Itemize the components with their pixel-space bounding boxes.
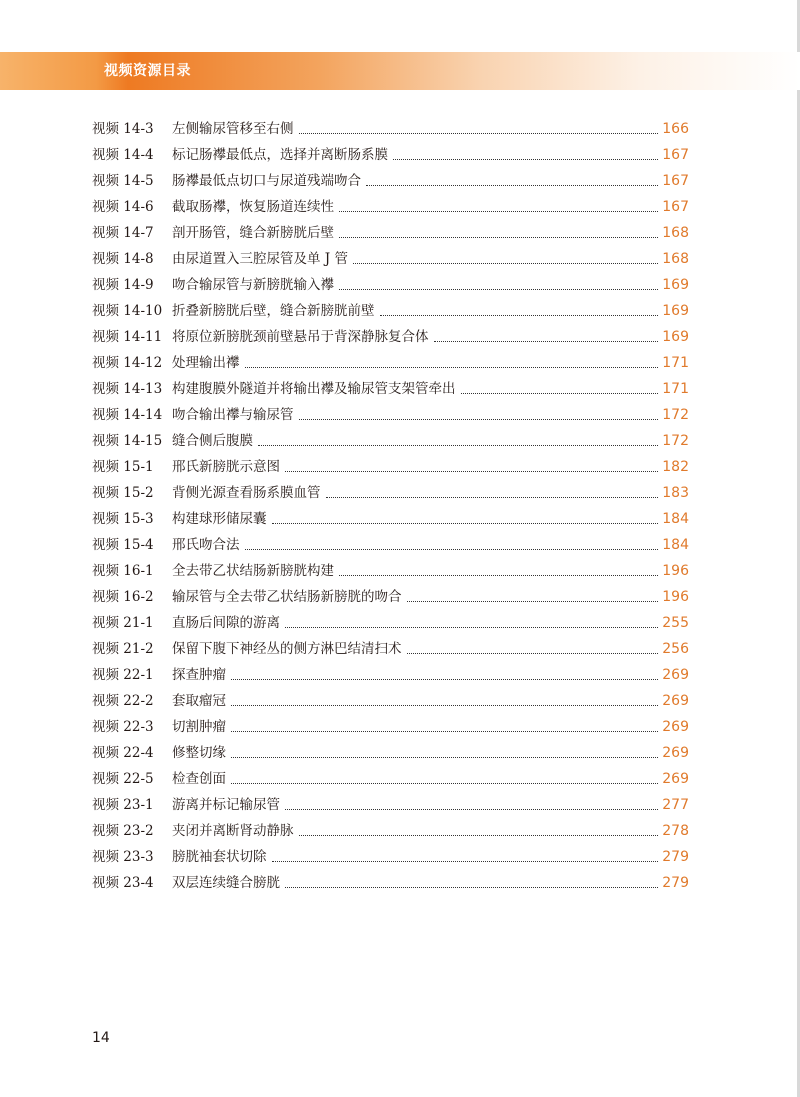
toc-row[interactable] bbox=[92, 841, 689, 867]
video-code: 视频 22-5 bbox=[92, 771, 154, 787]
toc-row[interactable] bbox=[92, 243, 689, 269]
toc-row[interactable] bbox=[92, 815, 689, 841]
video-code: 视频 21-2 bbox=[92, 641, 154, 657]
video-code: 视频 14-13 bbox=[92, 381, 163, 397]
video-code: 视频 15-1 bbox=[92, 459, 154, 475]
toc-row[interactable] bbox=[92, 321, 689, 347]
toc-row[interactable] bbox=[92, 139, 689, 165]
video-code: 视频 23-1 bbox=[92, 797, 154, 813]
page-reference: 182 bbox=[662, 459, 689, 475]
dot-leader bbox=[231, 783, 658, 784]
video-code: 视频 14-5 bbox=[92, 173, 154, 189]
video-code: 视频 15-4 bbox=[92, 537, 154, 553]
dot-leader bbox=[272, 861, 659, 862]
toc-row[interactable] bbox=[92, 711, 689, 737]
page-reference: 183 bbox=[662, 485, 689, 501]
dot-leader bbox=[272, 523, 659, 524]
toc-row[interactable] bbox=[92, 477, 689, 503]
video-title: 缝合侧后腹膜 bbox=[172, 433, 253, 449]
video-title: 夹闭并离断肾动静脉 bbox=[172, 823, 294, 839]
video-title: 邢氏新膀胱示意图 bbox=[172, 459, 280, 475]
dot-leader bbox=[245, 549, 659, 550]
video-code: 视频 22-3 bbox=[92, 719, 154, 735]
page-reference: 279 bbox=[662, 849, 689, 865]
toc-row[interactable] bbox=[92, 685, 689, 711]
page-reference: 168 bbox=[662, 225, 689, 241]
toc-row[interactable] bbox=[92, 529, 689, 555]
video-title: 构建球形储尿囊 bbox=[172, 511, 267, 527]
dot-leader bbox=[231, 705, 658, 706]
dot-leader bbox=[285, 887, 658, 888]
video-title: 剖开肠管，缝合新膀胱后壁 bbox=[172, 225, 334, 241]
video-code: 视频 16-1 bbox=[92, 563, 154, 579]
page-reference: 255 bbox=[662, 615, 689, 631]
page-reference: 277 bbox=[662, 797, 689, 813]
page-reference: 269 bbox=[662, 745, 689, 761]
video-code: 视频 14-4 bbox=[92, 147, 154, 163]
toc-row[interactable] bbox=[92, 581, 689, 607]
page-reference: 171 bbox=[662, 381, 689, 397]
video-title: 双层连续缝合膀胱 bbox=[172, 875, 280, 891]
page-reference: 171 bbox=[662, 355, 689, 371]
video-title: 套取瘤冠 bbox=[172, 693, 226, 709]
toc-row[interactable] bbox=[92, 295, 689, 321]
dot-leader bbox=[461, 393, 659, 394]
video-title: 全去带乙状结肠新膀胱构建 bbox=[172, 563, 334, 579]
toc-row[interactable] bbox=[92, 737, 689, 763]
video-title: 邢氏吻合法 bbox=[172, 537, 240, 553]
toc-row[interactable] bbox=[92, 113, 689, 139]
video-code: 视频 16-2 bbox=[92, 589, 154, 605]
page-reference: 269 bbox=[662, 771, 689, 787]
video-code: 视频 22-2 bbox=[92, 693, 154, 709]
page-reference: 167 bbox=[662, 199, 689, 215]
toc-row[interactable] bbox=[92, 165, 689, 191]
page-reference: 169 bbox=[662, 303, 689, 319]
dot-leader bbox=[299, 419, 659, 420]
video-title: 保留下腹下神经丛的侧方淋巴结清扫术 bbox=[172, 641, 402, 657]
video-code: 视频 14-14 bbox=[92, 407, 163, 423]
toc-row[interactable] bbox=[92, 789, 689, 815]
video-code: 视频 21-1 bbox=[92, 615, 154, 631]
toc-row[interactable] bbox=[92, 607, 689, 633]
page-number: 14 bbox=[92, 1030, 110, 1046]
video-code: 视频 14-9 bbox=[92, 277, 154, 293]
dot-leader bbox=[231, 757, 658, 758]
video-code: 视频 23-3 bbox=[92, 849, 154, 865]
page-reference: 167 bbox=[662, 173, 689, 189]
toc-row[interactable] bbox=[92, 763, 689, 789]
video-title: 截取肠襻，恢复肠道连续性 bbox=[172, 199, 334, 215]
video-title: 游离并标记输尿管 bbox=[172, 797, 280, 813]
toc-row[interactable] bbox=[92, 633, 689, 659]
video-code: 视频 14-11 bbox=[92, 329, 163, 345]
toc-row[interactable] bbox=[92, 451, 689, 477]
dot-leader bbox=[285, 471, 658, 472]
toc-list bbox=[92, 113, 689, 893]
dot-leader bbox=[299, 133, 659, 134]
page-reference: 256 bbox=[662, 641, 689, 657]
dot-leader bbox=[285, 809, 658, 810]
page-reference: 278 bbox=[662, 823, 689, 839]
video-code: 视频 22-1 bbox=[92, 667, 154, 683]
page-reference: 168 bbox=[662, 251, 689, 267]
page-reference: 269 bbox=[662, 693, 689, 709]
page-reference: 196 bbox=[662, 563, 689, 579]
page-reference: 169 bbox=[662, 277, 689, 293]
toc-row[interactable] bbox=[92, 659, 689, 685]
page-reference: 172 bbox=[662, 407, 689, 423]
video-code: 视频 14-10 bbox=[92, 303, 163, 319]
video-code: 视频 23-2 bbox=[92, 823, 154, 839]
video-title: 膀胱袖套状切除 bbox=[172, 849, 267, 865]
video-title: 构建腹膜外隧道并将输出襻及输尿管支架管牵出 bbox=[172, 381, 456, 397]
page-reference: 196 bbox=[662, 589, 689, 605]
video-code: 视频 14-6 bbox=[92, 199, 154, 215]
page-reference: 166 bbox=[662, 121, 689, 137]
toc-row[interactable] bbox=[92, 347, 689, 373]
video-title: 直肠后间隙的游离 bbox=[172, 615, 280, 631]
dot-leader bbox=[434, 341, 659, 342]
dot-leader bbox=[339, 211, 658, 212]
dot-leader bbox=[407, 653, 659, 654]
page-reference: 167 bbox=[662, 147, 689, 163]
video-title: 输尿管与全去带乙状结肠新膀胱的吻合 bbox=[172, 589, 402, 605]
page-reference: 169 bbox=[662, 329, 689, 345]
dot-leader bbox=[380, 315, 659, 316]
video-code: 视频 15-3 bbox=[92, 511, 154, 527]
toc-row[interactable] bbox=[92, 503, 689, 529]
video-title: 切割肿瘤 bbox=[172, 719, 226, 735]
video-title: 吻合输尿管与新膀胱输入襻 bbox=[172, 277, 334, 293]
dot-leader bbox=[258, 445, 658, 446]
toc-row[interactable] bbox=[92, 373, 689, 399]
video-title: 背侧光源查看肠系膜血管 bbox=[172, 485, 321, 501]
page-reference: 184 bbox=[662, 511, 689, 527]
dot-leader bbox=[393, 159, 658, 160]
video-title: 标记肠襻最低点，选择并离断肠系膜 bbox=[172, 147, 388, 163]
page-reference: 269 bbox=[662, 667, 689, 683]
video-code: 视频 14-12 bbox=[92, 355, 163, 371]
video-code: 视频 22-4 bbox=[92, 745, 154, 761]
video-title: 修整切缘 bbox=[172, 745, 226, 761]
video-title: 肠襻最低点切口与尿道残端吻合 bbox=[172, 173, 361, 189]
video-title: 检查创面 bbox=[172, 771, 226, 787]
toc-row[interactable] bbox=[92, 399, 689, 425]
toc-row[interactable] bbox=[92, 217, 689, 243]
dot-leader bbox=[299, 835, 659, 836]
dot-leader bbox=[353, 263, 658, 264]
page-reference: 184 bbox=[662, 537, 689, 553]
video-title: 折叠新膀胱后壁，缝合新膀胱前壁 bbox=[172, 303, 375, 319]
dot-leader bbox=[339, 575, 658, 576]
toc-row[interactable] bbox=[92, 555, 689, 581]
page-reference: 269 bbox=[662, 719, 689, 735]
video-title: 由尿道置入三腔尿管及单 J 管 bbox=[172, 251, 348, 267]
dot-leader bbox=[339, 289, 658, 290]
video-title: 将原位新膀胱颈前壁悬吊于背深静脉复合体 bbox=[172, 329, 429, 345]
video-title: 探查肿瘤 bbox=[172, 667, 226, 683]
video-code: 视频 14-15 bbox=[92, 433, 163, 449]
video-code: 视频 15-2 bbox=[92, 485, 154, 501]
toc-row[interactable] bbox=[92, 425, 689, 451]
video-code: 视频 14-7 bbox=[92, 225, 154, 241]
toc-row[interactable] bbox=[92, 191, 689, 217]
page-reference: 279 bbox=[662, 875, 689, 891]
toc-row[interactable] bbox=[92, 867, 689, 893]
page-reference: 172 bbox=[662, 433, 689, 449]
dot-leader bbox=[326, 497, 659, 498]
video-code: 视频 14-8 bbox=[92, 251, 154, 267]
dot-leader bbox=[231, 679, 658, 680]
section-title: 视频资源目录 bbox=[104, 63, 191, 79]
video-title: 处理输出襻 bbox=[172, 355, 240, 371]
dot-leader bbox=[407, 601, 659, 602]
dot-leader bbox=[231, 731, 658, 732]
dot-leader bbox=[245, 367, 659, 368]
dot-leader bbox=[285, 627, 658, 628]
video-code: 视频 14-3 bbox=[92, 121, 154, 137]
toc-row[interactable] bbox=[92, 269, 689, 295]
video-title: 吻合输出襻与输尿管 bbox=[172, 407, 294, 423]
video-title: 左侧输尿管移至右侧 bbox=[172, 121, 294, 137]
dot-leader bbox=[366, 185, 658, 186]
dot-leader bbox=[339, 237, 658, 238]
video-code: 视频 23-4 bbox=[92, 875, 154, 891]
